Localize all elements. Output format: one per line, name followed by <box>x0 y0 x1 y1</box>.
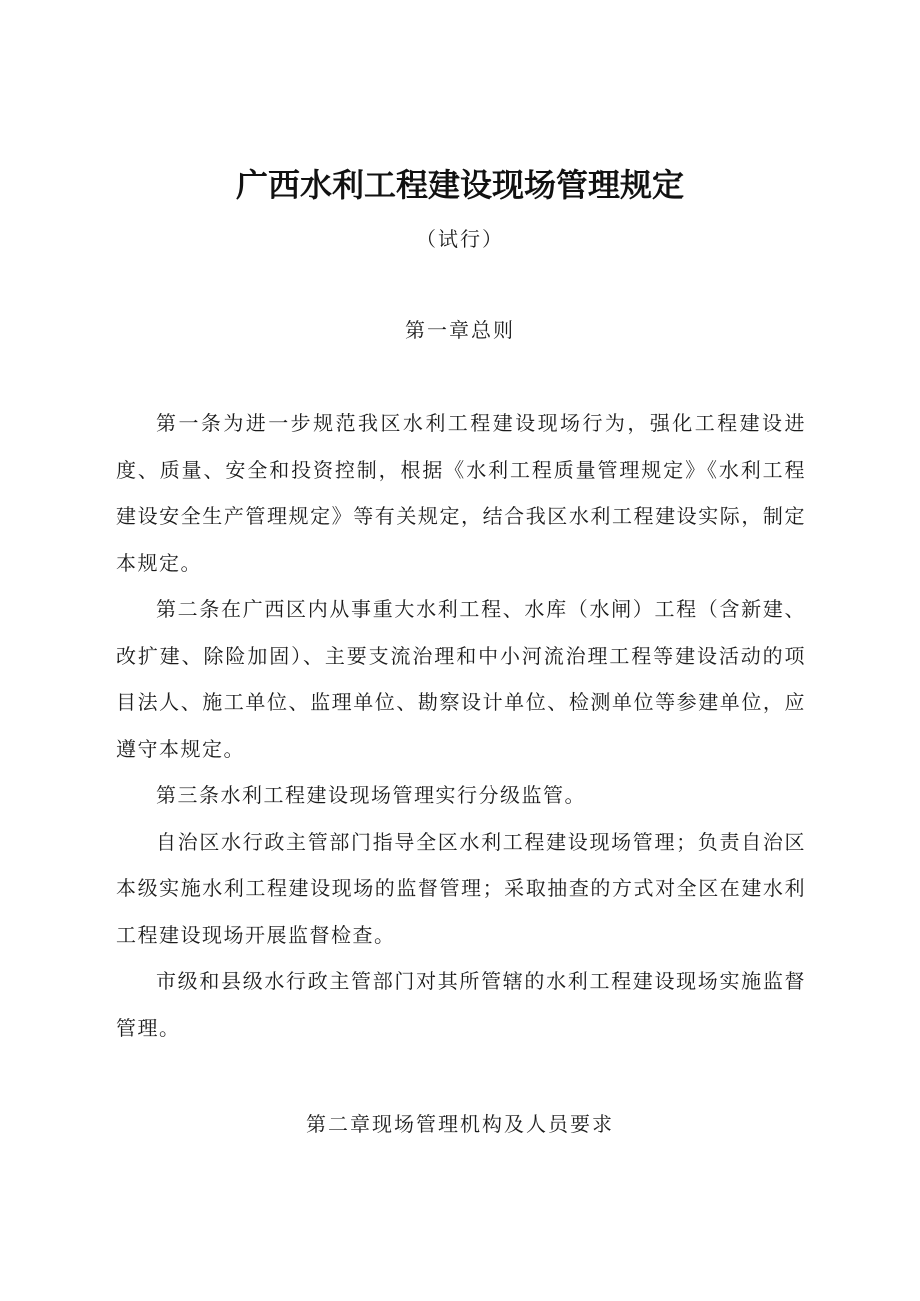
chapter-heading-2: 第二章现场管理机构及人员要求 <box>306 1112 614 1136</box>
chapter-heading-1: 第一章总则 <box>405 318 515 342</box>
document-subtitle: （试行） <box>416 227 504 251</box>
article-3-local-paragraph: 市级和县级水行政主管部门对其所管辖的水利工程建设现场实施监督管理。 <box>116 969 806 1040</box>
article-2-paragraph: 第二条在广西区内从事重大水利工程、水库（水闸）工程（含新建、改扩建、除险加固）、主要支流治理和中小河流治理工程等建设活动的项目法人、施工单位、监理单位、勘察设计单位、检测单位等参建单位，应遵守本规定。 <box>116 597 806 761</box>
article-3-paragraph: 第三条水利工程建设现场管理实行分级监管。 <box>156 783 586 807</box>
document-title: 广西水利工程建设现场管理规定 <box>235 166 684 204</box>
article-1-paragraph: 第一条为进一步规范我区水利工程建设现场行为，强化工程建设进度、质量、安全和投资控制，根据《水利工程质量管理规定》《水利工程建设安全生产管理规定》等有关规定，结合我区水利工程建设实际，制定本规定。 <box>116 411 806 575</box>
article-3-regional-paragraph: 自治区水行政主管部门指导全区水利工程建设现场管理；负责自治区本级实施水利工程建设现场的监督管理；采取抽查的方式对全区在建水利工程建设现场开展监督检查。 <box>116 829 806 947</box>
body-text <box>116 400 806 1051</box>
